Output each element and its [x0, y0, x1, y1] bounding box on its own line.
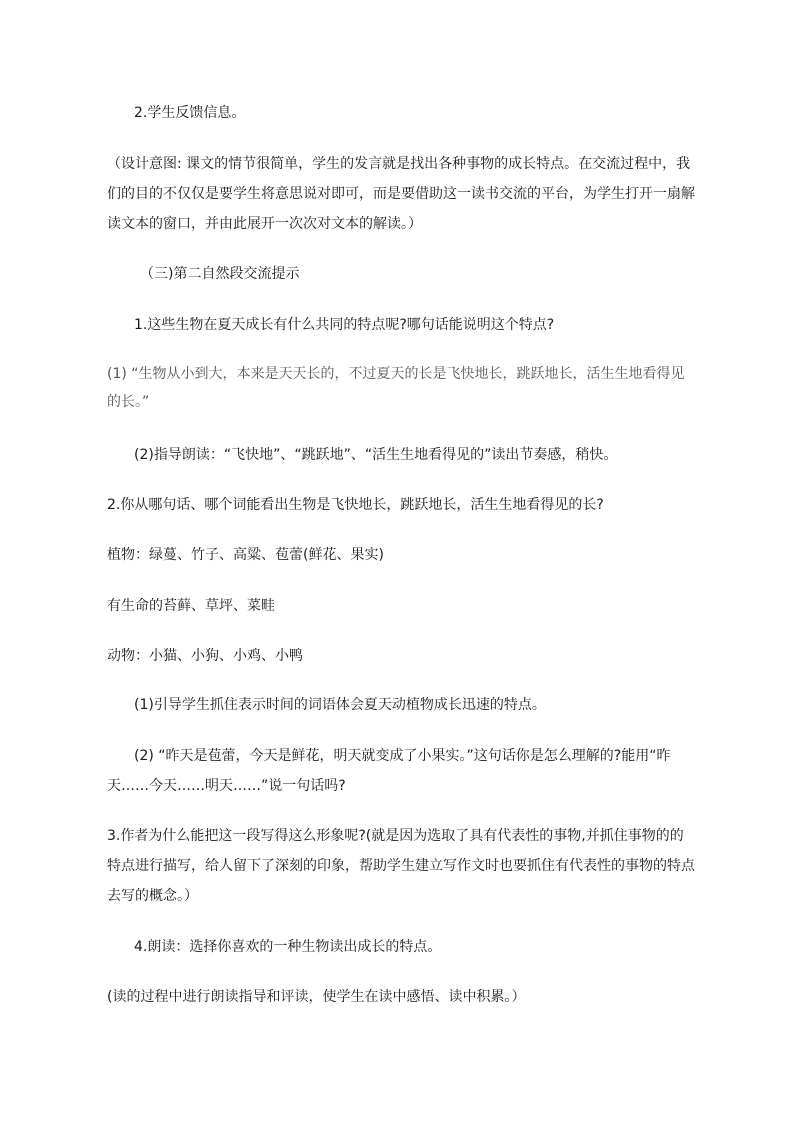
text-line: (2) “昨天是苞蕾，今天是鲜花，明天就变成了小果实。”这句话你是怎么理解的?能用“昨	[134, 748, 671, 764]
text-line: 4.朗读：选择你喜欢的一种生物读出成长的特点。	[134, 939, 442, 955]
text-line: 特点进行描写，给人留下了深刻的印象，帮助学生建立写作文时也要抓住有代表性的事物的特点	[107, 858, 695, 874]
text-line: 读文本的窗口，并由此展开一次次对文本的解读。）	[107, 216, 422, 232]
text-line: 2.你从哪句话、哪个词能看出生物是飞快地长，跳跃地长，活生生地看得见的长?	[107, 497, 604, 513]
text-line: 1.这些生物在夏天成长有什么共同的特点呢?哪句话能说明这个特点?	[134, 317, 555, 333]
text-line: 植物：绿蔓、竹子、高粱、苞蕾(鲜花、果实)	[107, 547, 384, 563]
text-line: (读的过程中进行朗读指导和评读，使学生在读中感悟、读中积累。）	[107, 989, 526, 1005]
text-line: (2)指导朗读：“飞快地”、“跳跃地”、“活生生地看得见的”读出节奏感，稍快。	[134, 447, 618, 463]
text-line: (1)引导学生抓住表示时间的词语体会夏天动植物成长迅速的特点。	[134, 697, 546, 713]
section-heading: （三)第二自然段交流提示	[140, 266, 300, 282]
text-line: (1) “生物从小到大，本来是天天长的，不过夏天的长是飞快地长，跳跃地长，活生生地看得见	[107, 366, 685, 382]
text-line: 2.学生反馈信息。	[134, 105, 246, 121]
text-line: 动物：小猫、小狗、小鸡、小鸭	[107, 648, 303, 664]
text-line: 有生命的苔藓、草坪、菜畦	[107, 598, 275, 614]
text-line: 3.作者为什么能把这一段写得这么形象呢?(就是因为选取了具有代表性的事物,并抓住事物的的	[107, 828, 684, 844]
text-line: 天……今天……明天……”说一句话吗?	[107, 778, 346, 794]
text-line: 去写的概念。）	[107, 888, 198, 904]
text-line: （设计意图: 课文的情节很简单，学生的发言就是找出各种事物的成长特点。在交流过程中，我	[107, 156, 691, 172]
text-line: 的长。”	[107, 394, 150, 410]
text-line: 们的目的不仅仅是要学生将意思说对即可，而是要借助这一读书交流的平台，为学生打开一扇解	[107, 186, 695, 202]
